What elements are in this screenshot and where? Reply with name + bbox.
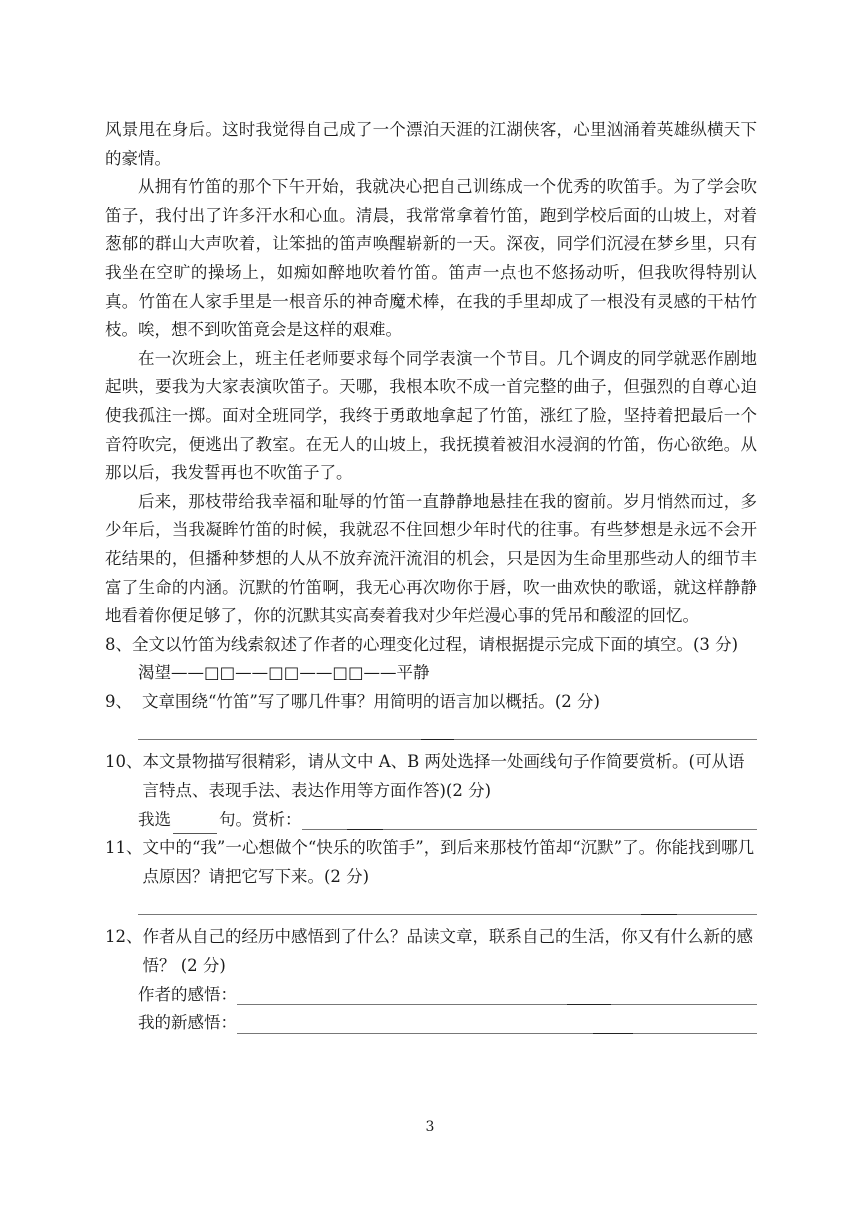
document-page	[105, 116, 757, 1038]
question-text: 作者从自己的经历中感悟到了什么？品读文章，联系自己的生活，你又有什么新的感悟？ (2 分)	[142, 927, 753, 976]
answer-line-mark	[347, 829, 383, 830]
question-10	[105, 748, 757, 805]
passage-paragraph-4: 后来，那枝带给我幸福和耻辱的竹笛一直静静地悬挂在我的窗前。岁月悄然而过，多少年后，当我凝眸竹笛的时候，我就忍不住回想少年时代的往事。有些梦想是永远不会开花结果的，但播种梦想的人从不放弃流汗流泪的机会，只是因为生命里那些动人的细节丰富了生命的内涵。沉默的竹笛啊，我无心再次吻你于唇，吹一曲欢快的歌谣，就这样静静地看着你便足够了，你的沉默其实高奏着我对少年烂漫心事的凭吊和酸涩的回忆。	[105, 491, 757, 626]
answer-row-q10	[105, 806, 757, 835]
my-insight-line[interactable]	[237, 1013, 757, 1034]
choice-blank[interactable]	[173, 813, 217, 834]
choose-label: 我选	[138, 809, 171, 829]
answer-line-mark	[421, 739, 454, 740]
question-8-hint: 渴望——□□——□□——□□——平静	[138, 663, 430, 683]
passage-paragraph-3: 在一次班会上，班主任老师要求每个同学表演一个节目。几个调皮的同学就恶作剧地起哄，要我为大家表演吹笛子。天哪，我根本吹不成一首完整的曲子，但强烈的自尊心迫使我孤注一掷。面对全班同学，我终于勇敢地拿起了竹笛，涨红了脸，坚持着把最后一个音符吹完，便逃出了教室。在无人的山坡上，我抚摸着被泪水浸润的竹笛，伤心欲绝。从那以后，我发誓再也不吹笛子了。	[105, 348, 757, 483]
question-text: 文章围绕“竹笛”写了哪几件事？用简明的语言加以概括。(2 分)	[142, 691, 600, 711]
question-number: 9、	[105, 691, 132, 711]
passage-paragraph-1: 风景甩在身后。这时我觉得自己成了一个漂泊天涯的江湖侠客，心里汹涌着英雄纵横天下的豪情。	[105, 120, 757, 168]
question-number: 11、	[105, 838, 143, 858]
question-number: 10、	[105, 752, 143, 772]
question-8	[105, 631, 757, 660]
question-9	[105, 688, 757, 717]
question-11	[105, 834, 757, 891]
answer-line-mark	[567, 1004, 611, 1005]
author-insight-label: 作者的感悟：	[138, 984, 237, 1004]
question-text: 全文以竹笛为线索叙述了作者的心理变化过程，请根据提示完成下面的填空。(3 分)	[132, 634, 739, 654]
appreciation-answer-line[interactable]	[302, 809, 758, 830]
passage-paragraph-2: 从拥有竹笛的那个下午开始，我就决心把自己训练成一个优秀的吹笛手。为了学会吹笛子，我付出了许多汗水和心血。清晨，我常常拿着竹笛，跑到学校后面的山坡上，对着葱郁的群山大声吹着，让笨拙的笛声唤醒崭新的一天。深夜，同学们沉浸在梦乡里，只有我坐在空旷的操场上，如痴如醉地吹着竹笛。笛声一点也不悠扬动听，但我吹得特别认真。竹笛在人家手里是一根音乐的神奇魔术棒，在我的手里却成了一根没有灵感的干枯竹枝。唉，想不到吹笛竟会是这样的艰难。	[105, 177, 757, 340]
appreciation-label: 句。赏析：	[219, 809, 302, 829]
answer-line-q11[interactable]	[138, 897, 757, 915]
question-text: 文中的“我”一心想做个“快乐的吹笛手”，到后来那枝竹笛却“沉默”了。你能找到哪几点原因？请把它写下来。(2 分)	[142, 838, 755, 886]
answer-row-mine	[105, 1009, 757, 1038]
question-number: 12、	[105, 927, 143, 947]
my-insight-label: 我的新感悟：	[138, 1013, 237, 1033]
author-insight-line[interactable]	[237, 984, 757, 1005]
answer-line-mark	[593, 1033, 633, 1034]
page-number: 3	[425, 1119, 435, 1135]
answer-row-author	[105, 981, 757, 1010]
answer-line-mark	[641, 914, 677, 915]
question-number: 8、	[105, 634, 132, 654]
question-12	[105, 923, 757, 980]
question-text: 本文景物描写很精彩，请从文中 A、B 两处选择一处画线句子作简要赏析。(可从语言特点、表现手法、表达作用等方面作答)(2 分)	[142, 752, 745, 801]
answer-line-q9[interactable]	[138, 722, 757, 740]
